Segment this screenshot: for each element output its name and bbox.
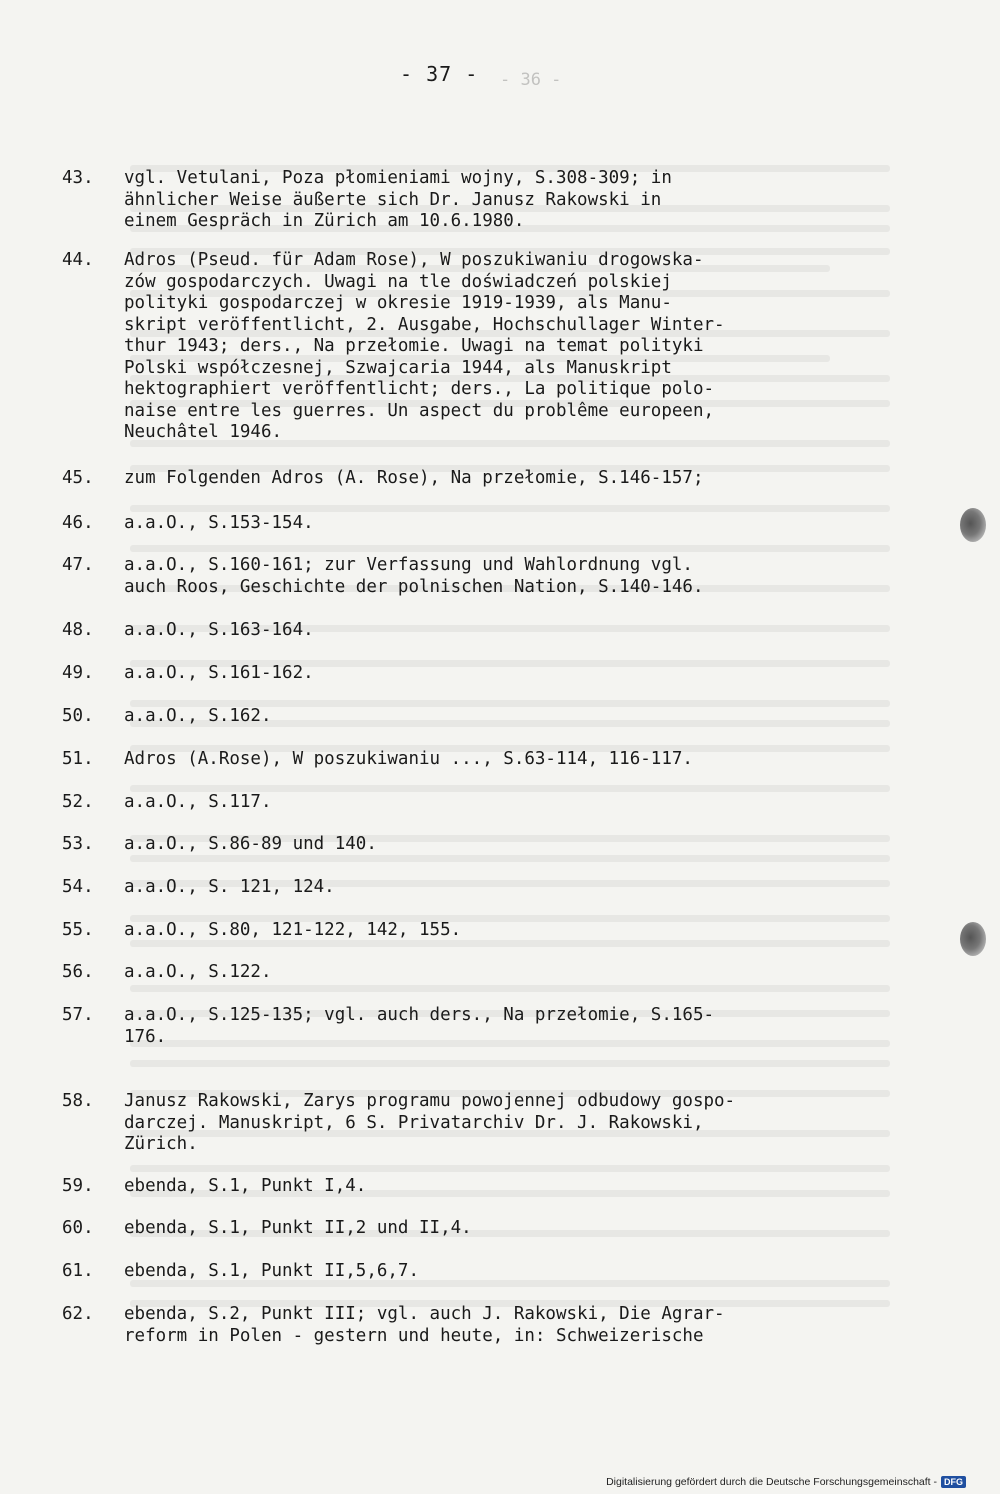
- footnote-text: [124, 792, 272, 814]
- footnote-line: zów gospodarczych. Uwagi na tle doświadczeń polskiej: [124, 271, 672, 292]
- footnote-number: 46.: [62, 513, 94, 533]
- bleed-through-line: [130, 1165, 890, 1172]
- footnote-number: 60.: [62, 1218, 94, 1238]
- footnote-number: 59.: [62, 1176, 94, 1196]
- footnote-line: naise entre les guerres. Un aspect du problême europeen,: [124, 400, 715, 421]
- footnote-62: [62, 1304, 725, 1347]
- footnote-number: 58.: [62, 1091, 94, 1111]
- footnote-text: [124, 250, 725, 444]
- footnote-text: [124, 877, 335, 899]
- footnote-text: [124, 962, 272, 984]
- footnote-50: [62, 706, 272, 728]
- footnote-text: [124, 1261, 419, 1283]
- footnote-number: 50.: [62, 706, 94, 726]
- ghost-page-number: - 36 -: [500, 70, 562, 90]
- footnote-line: a.a.O., S. 121, 124.: [124, 877, 335, 897]
- footnote-line: a.a.O., S.125-135; vgl. auch ders., Na przełomie, S.165-: [124, 1005, 715, 1025]
- footnote-number: 45.: [62, 468, 94, 488]
- footnote-line: ebenda, S.2, Punkt III; vgl. auch J. Rakowski, Die Agrar-: [124, 1304, 725, 1324]
- bleed-through-line: [130, 505, 890, 512]
- footnote-line: ähnlicher Weise äußerte sich Dr. Janusz Rakowski in: [124, 189, 662, 210]
- footnote-number: 52.: [62, 792, 94, 812]
- footnote-51: [62, 749, 693, 771]
- footnote-text: [124, 706, 272, 728]
- footnote-47: [62, 555, 703, 598]
- footnote-line: reform in Polen - gestern und heute, in: Schweizerische: [124, 1325, 704, 1346]
- footnote-text: [124, 920, 461, 942]
- footnote-number: 56.: [62, 962, 94, 982]
- footnote-52: [62, 792, 272, 814]
- bleed-through-line: [130, 855, 890, 862]
- footnote-45: [62, 468, 703, 490]
- footnote-line: ebenda, S.1, Punkt II,2 und II,4.: [124, 1218, 472, 1238]
- footnote-line: a.a.O., S.161-162.: [124, 663, 314, 683]
- footnote-49: [62, 663, 314, 685]
- footnote-line: a.a.O., S.122.: [124, 962, 272, 982]
- footnote-54: [62, 877, 335, 899]
- footnote-line: Zürich.: [124, 1134, 198, 1154]
- footnote-57: [62, 1005, 714, 1048]
- footnote-line: Neuchâtel 1946.: [124, 422, 283, 442]
- footnote-line: vgl. Vetulani, Poza płomieniami wojny, S.308-309; in: [124, 168, 672, 188]
- footnote-line: a.a.O., S.117.: [124, 792, 272, 812]
- footnote-number: 49.: [62, 663, 94, 683]
- footnote-text: [124, 168, 672, 233]
- footnote-text: [124, 555, 703, 598]
- footnote-number: 57.: [62, 1005, 94, 1025]
- footnote-text: [124, 1005, 714, 1048]
- footnote-number: 55.: [62, 920, 94, 940]
- footnote-text: [124, 749, 693, 771]
- footnote-46: [62, 513, 314, 535]
- footnote-44: [62, 250, 725, 444]
- footnote-number: 48.: [62, 620, 94, 640]
- footnote-61: [62, 1261, 419, 1283]
- footnote-text: [124, 513, 314, 535]
- footnote-line: ebenda, S.1, Punkt II,5,6,7.: [124, 1261, 420, 1281]
- footnote-59: [62, 1176, 366, 1198]
- footnote-55: [62, 920, 461, 942]
- footnote-line: Adros (A.Rose), W poszukiwaniu ..., S.63-114, 116-117.: [124, 749, 693, 769]
- footnote-line: ebenda, S.1, Punkt I,4.: [124, 1176, 367, 1196]
- footnote-text: [124, 1218, 472, 1240]
- footnote-number: 51.: [62, 749, 94, 769]
- footnote-line: zum Folgenden Adros (A. Rose), Na przełomie, S.146-157;: [124, 468, 704, 488]
- footnote-text: [124, 834, 377, 856]
- footnote-58: [62, 1091, 735, 1156]
- footnote-line: a.a.O., S.153-154.: [124, 513, 314, 533]
- footnote-56: [62, 962, 272, 984]
- punch-hole-top: [960, 508, 986, 542]
- footnote-line: darczej. Manuskript, 6 S. Privatarchiv Dr. J. Rakowski,: [124, 1112, 704, 1133]
- bleed-through-line: [130, 545, 890, 552]
- footnote-line: a.a.O., S.163-164.: [124, 620, 314, 640]
- footnote-line: hektographiert veröffentlicht; ders., La politique polo-: [124, 379, 715, 399]
- footnote-43: [62, 168, 672, 233]
- footnote-number: 62.: [62, 1304, 94, 1324]
- footnote-48: [62, 620, 314, 642]
- dfg-logo: DFG: [941, 1476, 966, 1488]
- footnote-line: thur 1943; ders., Na przełomie. Uwagi na temat polityki: [124, 336, 704, 356]
- footnote-number: 54.: [62, 877, 94, 897]
- footnote-line: skript veröffentlicht, 2. Ausgabe, Hochschullager Winter-: [124, 314, 725, 335]
- footnote-60: [62, 1218, 472, 1240]
- footnote-text: [124, 663, 314, 685]
- footnote-number: 47.: [62, 555, 94, 575]
- footnote-line: a.a.O., S.86-89 und 140.: [124, 834, 377, 854]
- footer-text: Digitalisierung gefördert durch die Deutsche Forschungsgemeinschaft -: [606, 1476, 937, 1488]
- footnote-line: auch Roos, Geschichte der polnischen Nation, S.140-146.: [124, 576, 704, 597]
- bleed-through-line: [130, 985, 890, 992]
- page-number: - 37 -: [400, 62, 479, 86]
- footnote-number: 43.: [62, 168, 94, 188]
- bleed-through-line: [130, 1060, 890, 1067]
- bleed-through-line: [130, 785, 890, 792]
- footnote-text: [124, 1091, 735, 1156]
- footnote-line: a.a.O., S.160-161; zur Verfassung und Wahlordnung vgl.: [124, 555, 693, 575]
- footnote-line: Janusz Rakowski, Zarys programu powojennej odbudowy gospo-: [124, 1091, 736, 1111]
- footnote-text: [124, 1304, 725, 1347]
- footnote-text: [124, 468, 703, 490]
- punch-hole-bottom: [960, 922, 986, 956]
- footnote-line: Adros (Pseud. für Adam Rose), W poszukiwaniu drogowska-: [124, 250, 704, 270]
- footnote-line: a.a.O., S.80, 121-122, 142, 155.: [124, 920, 462, 940]
- footnote-53: [62, 834, 377, 856]
- footnote-line: polityki gospodarczej w okresie 1919-1939, als Manu-: [124, 293, 672, 313]
- footnote-number: 44.: [62, 250, 94, 270]
- footnote-line: 176.: [124, 1026, 167, 1047]
- footnote-number: 61.: [62, 1261, 94, 1281]
- footnote-number: 53.: [62, 834, 94, 854]
- footnote-line: einem Gespräch in Zürich am 10.6.1980.: [124, 211, 525, 231]
- footnote-text: [124, 620, 314, 642]
- footnote-text: [124, 1176, 366, 1198]
- footnote-line: a.a.O., S.162.: [124, 706, 272, 726]
- footer: [606, 1476, 966, 1488]
- footnote-line: Polski współczesnej, Szwajcaria 1944, als Manuskript: [124, 357, 672, 378]
